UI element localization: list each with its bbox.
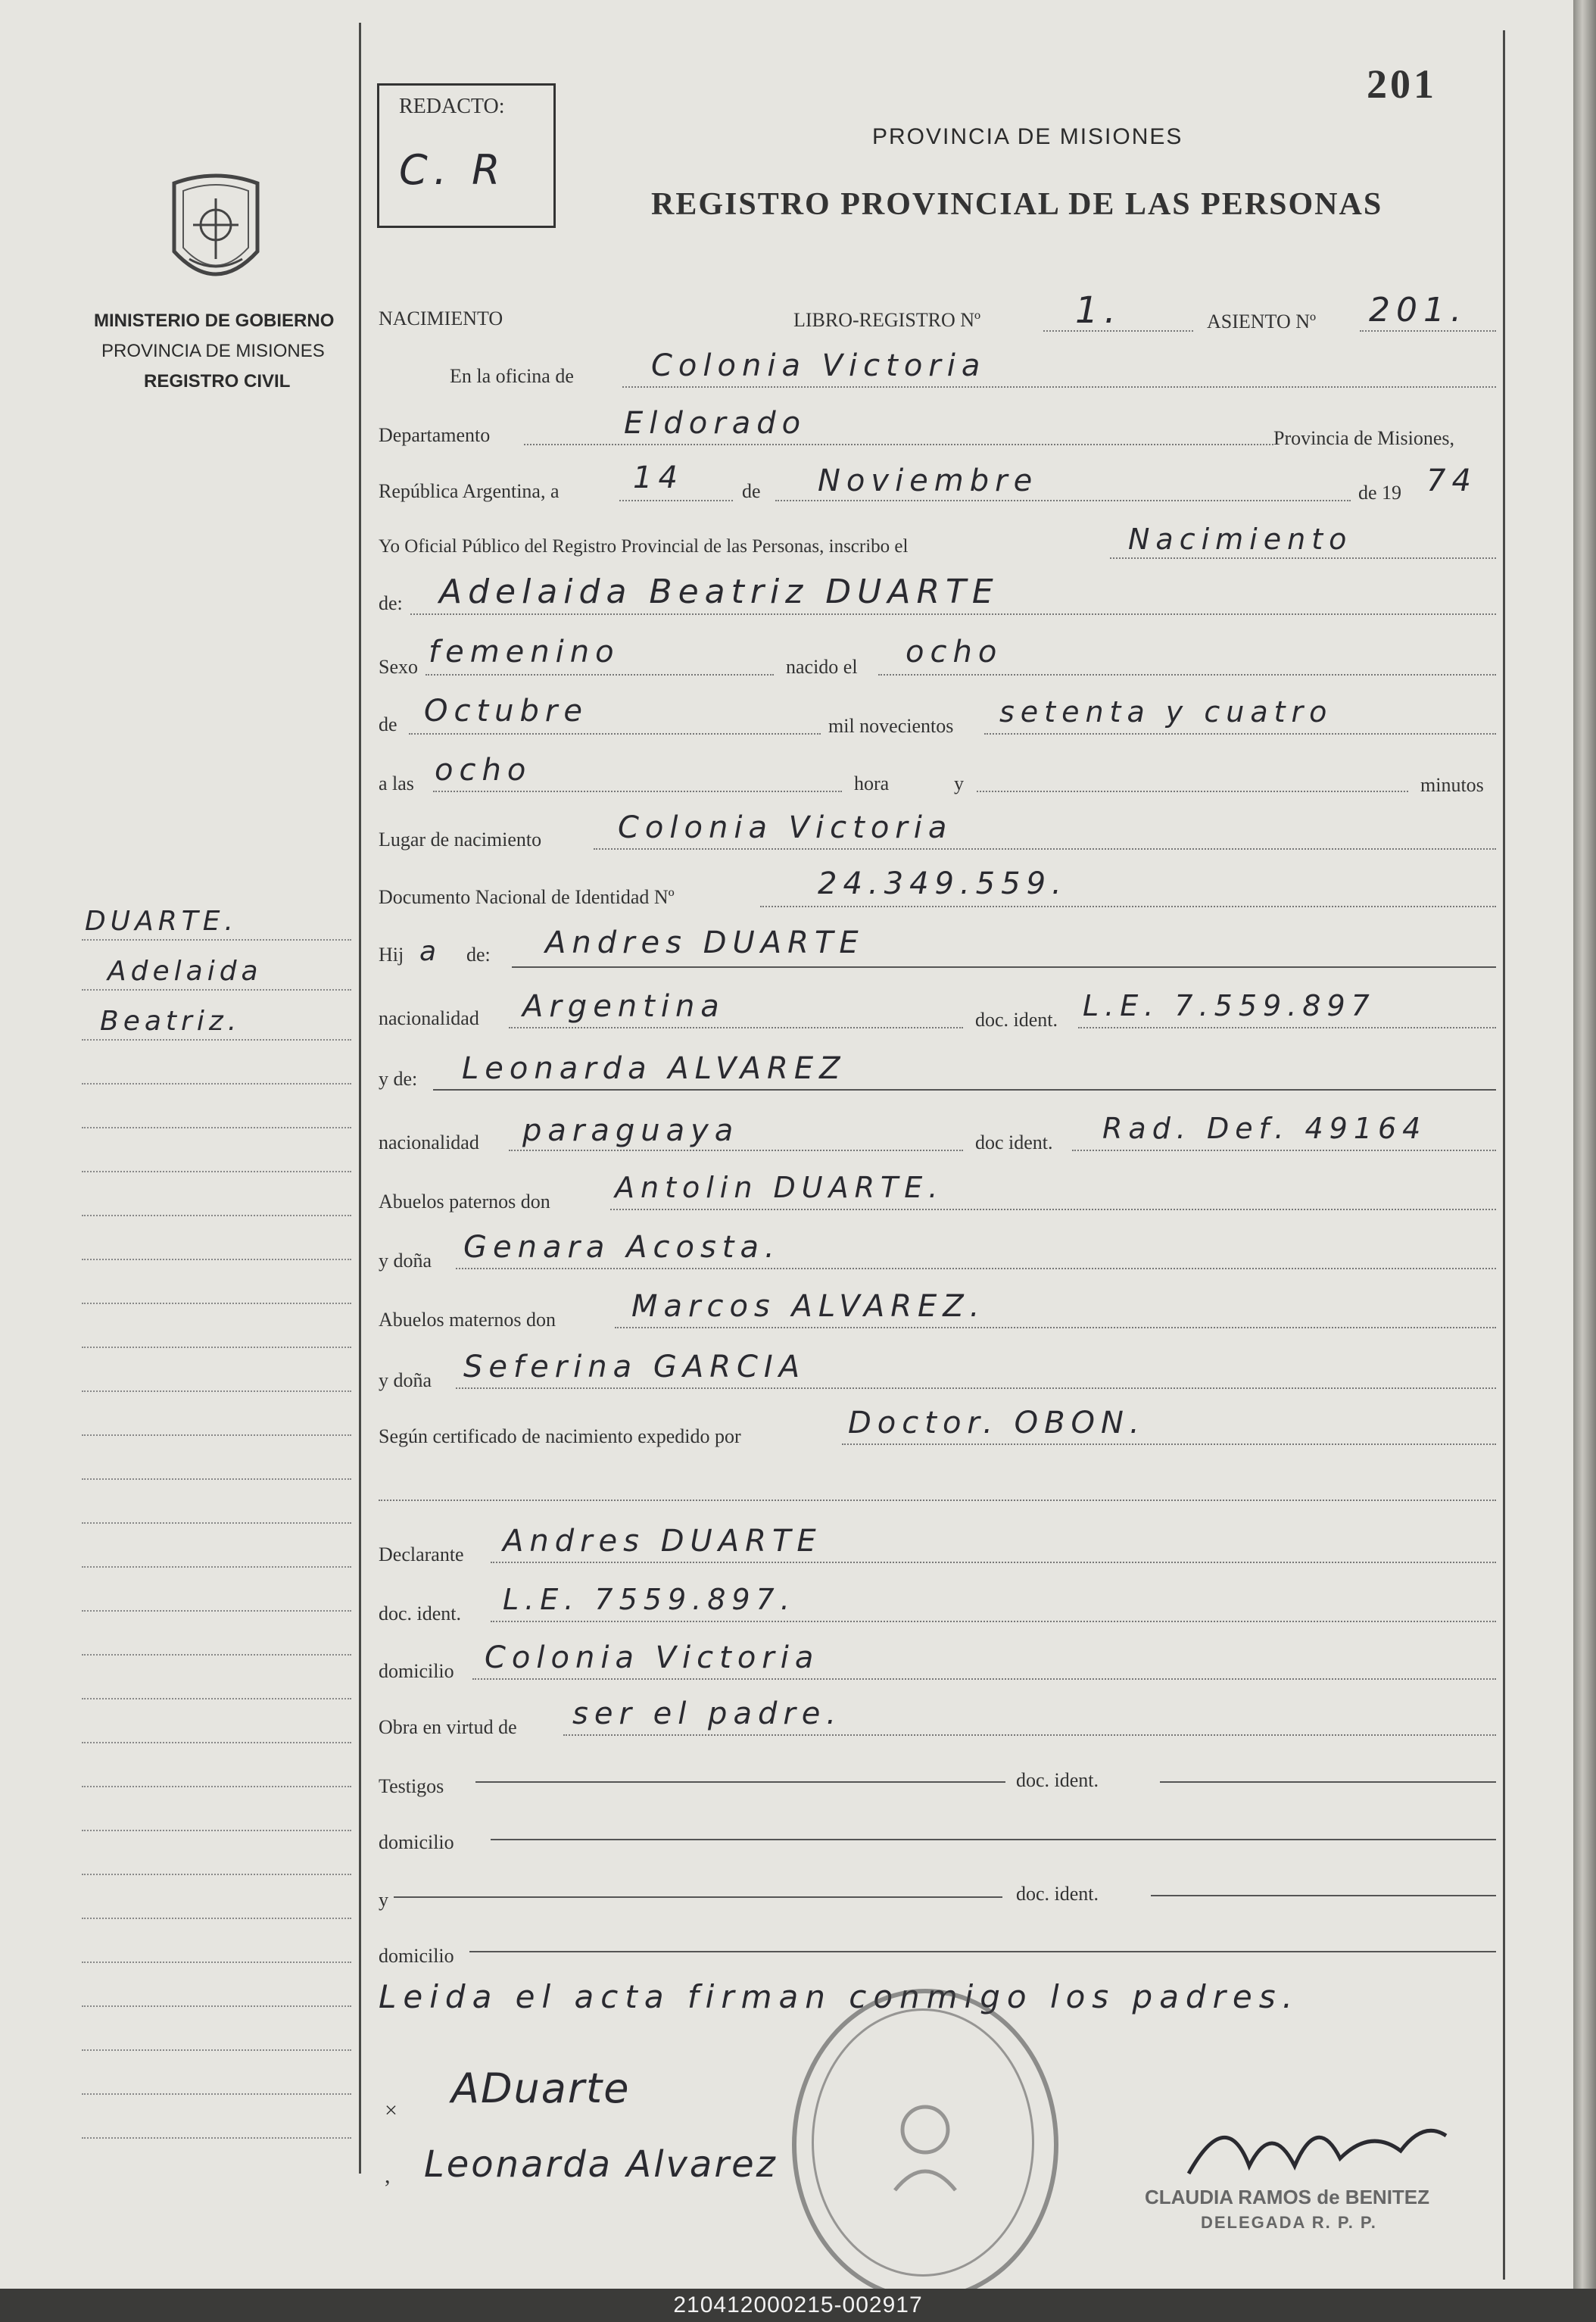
- margin-rule: [82, 1566, 351, 1568]
- signature-mark-1: ×: [385, 2098, 397, 2123]
- doc1-value: L.E. 7.559.897: [1083, 989, 1376, 1022]
- nac1-value: Argentina: [522, 989, 725, 1024]
- signature-1: ADuarte: [451, 2065, 631, 2112]
- obra-rule: [563, 1734, 1496, 1736]
- abmat-rule: [615, 1327, 1496, 1328]
- nac1-label: nacionalidad: [379, 1007, 479, 1029]
- sexo-value: femenino: [429, 635, 620, 669]
- lugar-rule: [594, 848, 1496, 850]
- dni-rule: [760, 906, 1496, 907]
- declarante-value: Andres DUARTE: [503, 1524, 822, 1559]
- lugar-value: Colonia Victoria: [618, 810, 953, 845]
- dom2-rule: [469, 1951, 1496, 1952]
- asiento-value: 201.: [1369, 291, 1467, 329]
- domicilio-rule: [472, 1678, 1496, 1680]
- departamento-value: Eldorado: [624, 406, 807, 441]
- province-title: PROVINCIA DE MISIONES: [872, 124, 1183, 149]
- ministry-line3: REGISTRO CIVIL: [144, 371, 291, 392]
- margin-rule: [82, 1610, 351, 1612]
- mil-value: setenta y cuatro: [999, 695, 1333, 729]
- hij-label: Hij: [379, 944, 404, 966]
- mil-label: mil novecientos: [828, 715, 954, 737]
- margin-rule: [82, 1962, 351, 1963]
- dom1-label: domicilio: [379, 1831, 454, 1853]
- alas-value: ocho: [435, 753, 532, 788]
- margin-rule: [82, 1127, 351, 1128]
- right-border: [1503, 30, 1505, 2280]
- oficina-value: Colonia Victoria: [651, 348, 987, 383]
- ydona2-rule: [456, 1387, 1496, 1389]
- official-signature-icon: [1181, 2098, 1454, 2189]
- margin-rule: [82, 1830, 351, 1831]
- testigos-rule: [475, 1781, 1005, 1783]
- de-label: de: [742, 480, 761, 502]
- segun-value: Doctor. OBON.: [848, 1406, 1146, 1440]
- margin-note-line3: Beatriz.: [100, 1006, 242, 1037]
- nacimiento-label: NACIMIENTO: [379, 307, 503, 329]
- de-nombre-label: de:: [379, 592, 403, 614]
- minutos-rule: [977, 791, 1408, 792]
- yde-label: y de:: [379, 1068, 418, 1090]
- obra-value: ser el padre.: [572, 1696, 843, 1731]
- madre-rule: [433, 1089, 1496, 1091]
- ydona2-label: y doña: [379, 1369, 432, 1391]
- nac1-rule: [509, 1027, 963, 1028]
- test-doc2-label: doc. ident.: [1016, 1883, 1099, 1905]
- margin-rule: [82, 2137, 351, 2139]
- anio-value: 74: [1426, 463, 1477, 498]
- abpat-value: Antolin DUARTE.: [615, 1171, 944, 1204]
- lugar-label: Lugar de nacimiento: [379, 829, 542, 850]
- declarante-rule: [491, 1562, 1496, 1563]
- nacido-value: ocho: [906, 635, 1003, 669]
- mes-value: Noviembre: [818, 463, 1039, 498]
- nombre-value: Adelaida Beatriz DUARTE: [439, 573, 999, 611]
- yo-value: Nacimiento: [1128, 523, 1353, 556]
- sexo-label: Sexo: [379, 656, 418, 678]
- libro-value: 1.: [1075, 289, 1122, 332]
- signature-2: Leonarda Alvarez: [424, 2143, 778, 2186]
- asiento-rule: [1360, 330, 1496, 332]
- y-label: y: [954, 772, 964, 794]
- oficina-label: En la oficina de: [450, 365, 574, 387]
- registry-stamp: [792, 1989, 1058, 2301]
- domicilio-value: Colonia Victoria: [485, 1640, 820, 1675]
- alas-label: a las: [379, 772, 414, 794]
- ydona1-value: Genara Acosta.: [463, 1230, 781, 1265]
- ydona1-label: y doña: [379, 1250, 432, 1272]
- signature-mark-2: ,: [385, 2163, 391, 2188]
- margin-rule: [82, 2049, 351, 2051]
- margin-rule: [82, 1259, 351, 1260]
- dom2-label: domicilio: [379, 1945, 454, 1967]
- hij-de-label: de:: [466, 944, 491, 966]
- book-binding: [1573, 0, 1596, 2289]
- redacto-label: REDACTO:: [399, 95, 505, 118]
- libro-label: LIBRO-REGISTRO Nº: [793, 309, 981, 331]
- margin-divider: [359, 23, 361, 2174]
- nacido-rule: [878, 674, 1496, 676]
- docdecl-label: doc. ident.: [379, 1603, 462, 1624]
- nac2-label: nacionalidad: [379, 1131, 479, 1153]
- margin-rule: [82, 1742, 351, 1743]
- de19-label: de 19: [1358, 482, 1402, 504]
- declarante-label: Declarante: [379, 1543, 464, 1565]
- margin-rule: [82, 1347, 351, 1348]
- dia-value: 14: [633, 460, 684, 495]
- sexo-rule: [425, 674, 774, 676]
- margin-rule: [82, 2005, 351, 2007]
- y2-rule: [394, 1896, 1002, 1898]
- closing-text: Leida el acta firman conmigo los padres.: [379, 1978, 1299, 2015]
- republica-label: República Argentina, a: [379, 480, 560, 502]
- mil-rule: [984, 733, 1496, 735]
- margin-rule: [82, 989, 351, 991]
- registry-title: REGISTRO PROVINCIAL DE LAS PERSONAS: [651, 187, 1383, 222]
- margin-rule: [82, 1698, 351, 1699]
- doc1-label: doc. ident.: [975, 1009, 1058, 1031]
- de-mes-label: de: [379, 713, 397, 735]
- yo-label: Yo Oficial Público del Registro Provincial de las Personas, inscribo el: [379, 536, 909, 557]
- margin-rule: [82, 1918, 351, 1919]
- alas-rule: [433, 791, 842, 792]
- ministry-line1: MINISTERIO DE GOBIERNO: [94, 311, 335, 331]
- doc2-value: Rad. Def. 49164: [1102, 1112, 1427, 1145]
- yo-rule: [1110, 557, 1496, 559]
- margin-rule: [82, 1434, 351, 1436]
- mes-nac-value: Octubre: [424, 694, 588, 729]
- oficina-rule: [622, 386, 1496, 388]
- nac2-rule: [509, 1150, 963, 1151]
- doc2-label: doc ident.: [975, 1131, 1053, 1153]
- redacto-value: C. R: [399, 146, 507, 194]
- hij-a-value: a: [419, 936, 441, 967]
- departamento-rule: [524, 444, 1273, 445]
- official-name: CLAUDIA RAMOS de BENITEZ: [1145, 2186, 1430, 2208]
- redacto-box: [377, 83, 556, 228]
- nac2-value: paraguaya: [522, 1113, 740, 1148]
- margin-rule: [82, 939, 351, 941]
- margin-rule: [82, 1874, 351, 1875]
- segun-rule: [842, 1443, 1496, 1445]
- hora-label: hora: [854, 772, 890, 794]
- margin-rule: [82, 1215, 351, 1216]
- test-doc2-rule: [1151, 1895, 1496, 1896]
- ministry-line2: PROVINCIA DE MISIONES: [101, 341, 325, 361]
- margin-rule: [82, 1478, 351, 1480]
- obra-label: Obra en virtud de: [379, 1716, 517, 1738]
- mes-rule: [775, 500, 1351, 501]
- margin-rule: [82, 1171, 351, 1172]
- nombre-rule: [410, 613, 1496, 615]
- mes-nac-rule: [409, 733, 821, 735]
- test-doc-label: doc. ident.: [1016, 1769, 1099, 1791]
- margin-note-line1: DUARTE.: [85, 906, 238, 937]
- nacido-label: nacido el: [786, 656, 858, 678]
- y2-label: y: [379, 1889, 388, 1911]
- margin-rule: [82, 1303, 351, 1304]
- segun-label: Según certificado de nacimiento expedido por: [379, 1425, 741, 1447]
- asiento-label: ASIENTO Nº: [1207, 311, 1317, 332]
- doc2-rule: [1072, 1150, 1496, 1151]
- padre-rule: [512, 966, 1496, 968]
- margin-rule: [82, 1654, 351, 1656]
- coat-of-arms-icon: [159, 168, 273, 297]
- segun-rule-2: [379, 1500, 1496, 1501]
- dom1-rule: [491, 1839, 1496, 1840]
- margin-rule: [82, 1786, 351, 1787]
- dni-label: Documento Nacional de Identidad Nº: [379, 886, 675, 908]
- abpat-rule: [610, 1209, 1496, 1210]
- margin-rule: [82, 1039, 351, 1041]
- margin-rule: [82, 1390, 351, 1392]
- margin-rule: [82, 2093, 351, 2095]
- padre-value: Andres DUARTE: [545, 925, 865, 960]
- test-doc-rule: [1160, 1781, 1496, 1783]
- stamp-emblem-icon: [880, 2092, 971, 2198]
- dia-rule: [619, 500, 733, 501]
- minutos-label: minutos: [1420, 774, 1484, 796]
- domicilio-label: domicilio: [379, 1660, 454, 1682]
- docdecl-rule: [491, 1621, 1496, 1622]
- abpat-label: Abuelos paternos don: [379, 1191, 550, 1212]
- margin-note-line2: Adelaida: [108, 956, 263, 987]
- ydona1-rule: [456, 1268, 1496, 1269]
- abmat-value: Marcos ALVAREZ.: [631, 1289, 986, 1324]
- dni-value: 24.349.559.: [818, 866, 1068, 901]
- madre-value: Leonarda ALVAREZ: [462, 1051, 846, 1086]
- doc1-rule: [1078, 1027, 1496, 1028]
- footer-id: 210412000215-002917: [0, 2289, 1596, 2322]
- page-number: 201: [1367, 61, 1437, 107]
- docdecl-value: L.E. 7559.897.: [503, 1583, 796, 1616]
- departamento-label: Departamento: [379, 424, 491, 446]
- abmat-label: Abuelos maternos don: [379, 1309, 556, 1331]
- provincia-suffix: Provincia de Misiones,: [1273, 427, 1455, 449]
- testigos-label: Testigos: [379, 1775, 444, 1797]
- margin-rule: [82, 1522, 351, 1524]
- ydona2-value: Seferina GARCIA: [463, 1350, 806, 1384]
- official-title: DELEGADA R. P. P.: [1201, 2213, 1377, 2232]
- margin-rule: [82, 1083, 351, 1085]
